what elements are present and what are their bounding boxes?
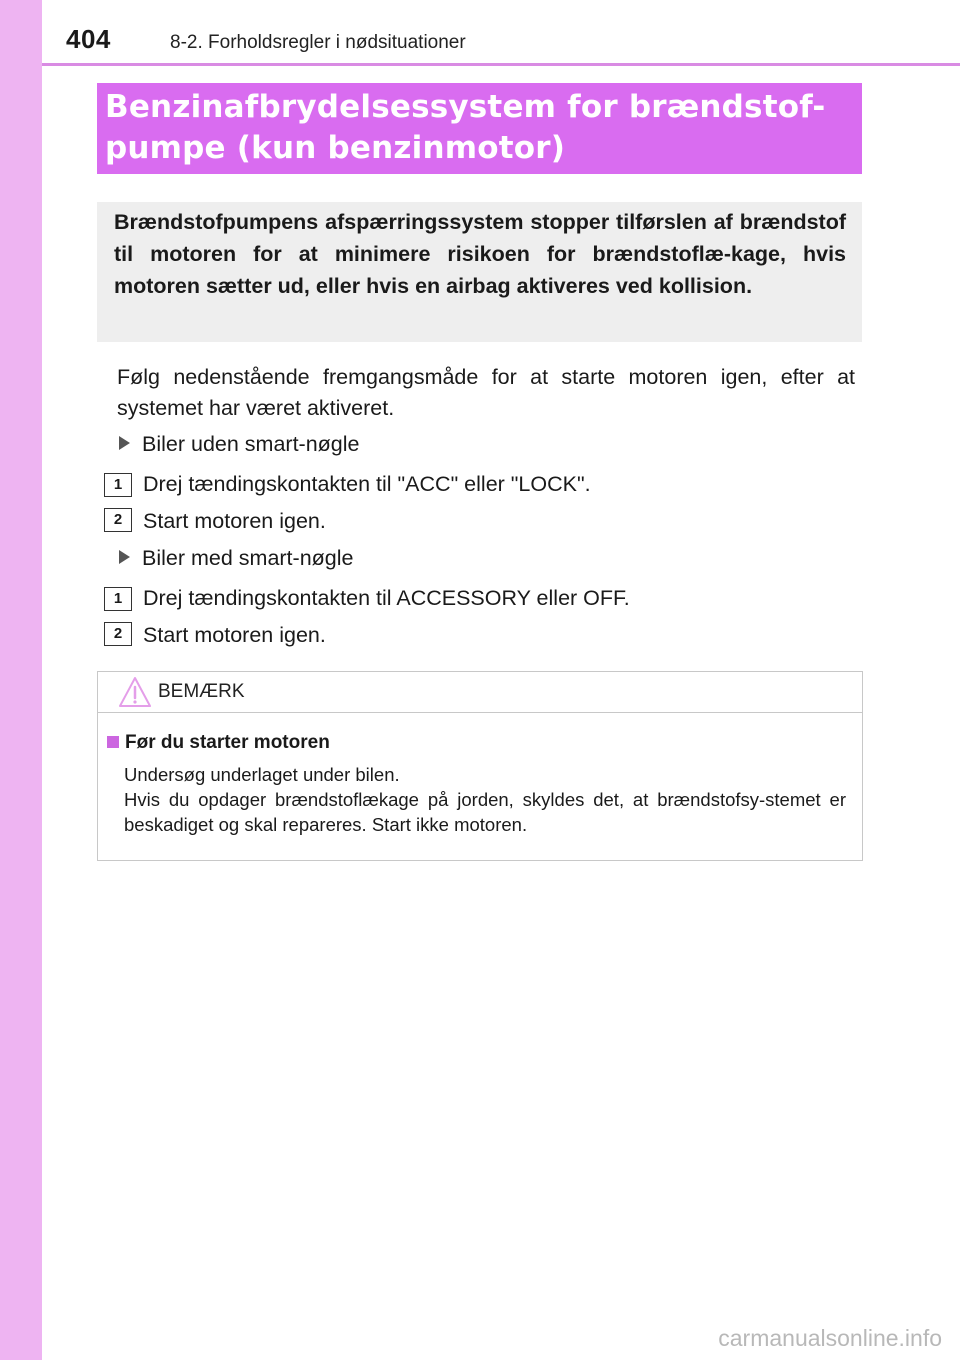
subheading-with-smart-key: [117, 546, 353, 571]
section-title-box: [97, 83, 862, 174]
notice-label: BEMÆRK: [158, 681, 245, 702]
body-paragraph: Følg nedenstående fremgangsmåde for at starte motoren igen, efter at systemet har været aktiveret.: [117, 365, 855, 420]
notice-header: [98, 672, 862, 713]
section-title-line-1: Benzinafbrydelsessystem for brændstof-: [105, 89, 826, 125]
watermark: carmanualsonline.info: [718, 1325, 942, 1351]
notice-body: [124, 762, 846, 837]
notice-box: [97, 671, 863, 861]
step-number: 2: [104, 622, 132, 646]
step-text: Start motoren igen.: [143, 509, 326, 533]
step-text: Start motoren igen.: [143, 623, 326, 647]
step-text: Drej tændingskontakten til ACCESSORY eller OFF.: [143, 586, 630, 610]
intro-box: [97, 202, 862, 342]
notice-line: Hvis du opdager brændstoflækage på jorden, skyldes det, at brændstofsy-stemet er beskadiget og skal repareres. Start ikke motoren.: [124, 789, 846, 835]
triangle-bullet-icon: [119, 550, 130, 564]
subheading-label: Biler med smart-nøgle: [142, 546, 354, 570]
subheading-label: Biler uden smart-nøgle: [142, 432, 360, 456]
page-number: 404: [66, 24, 111, 54]
step-number: 2: [104, 508, 132, 532]
header-rule: [42, 63, 960, 66]
triangle-bullet-icon: [119, 436, 130, 450]
notice-subheading-text: Før du starter motoren: [125, 732, 330, 753]
warning-triangle-icon: [118, 676, 152, 708]
square-bullet-icon: [107, 736, 119, 748]
chapter-title: 8-2. Forholdsregler i nødsituationer: [170, 32, 466, 53]
section-title: [105, 87, 852, 169]
step-text: Drej tændingskontakten til "ACC" eller "LOCK".: [143, 472, 591, 496]
notice-subheading: [107, 732, 330, 754]
intro-text: Brændstofpumpens afspærringssystem stopper tilførslen af brændstof til motoren for at minimere risikoen for brændstoflæ-kage, hvis motoren sætter ud, eller hvis en airbag aktiveres ved kollision.: [114, 210, 846, 298]
section-title-line-2: pumpe (kun benzinmotor): [105, 130, 566, 166]
step-number: 1: [104, 587, 132, 611]
step-number: 1: [104, 473, 132, 497]
subheading-without-smart-key: [117, 432, 359, 457]
side-strip: [0, 0, 42, 1360]
notice-line: Undersøg underlaget under bilen.: [124, 764, 400, 785]
